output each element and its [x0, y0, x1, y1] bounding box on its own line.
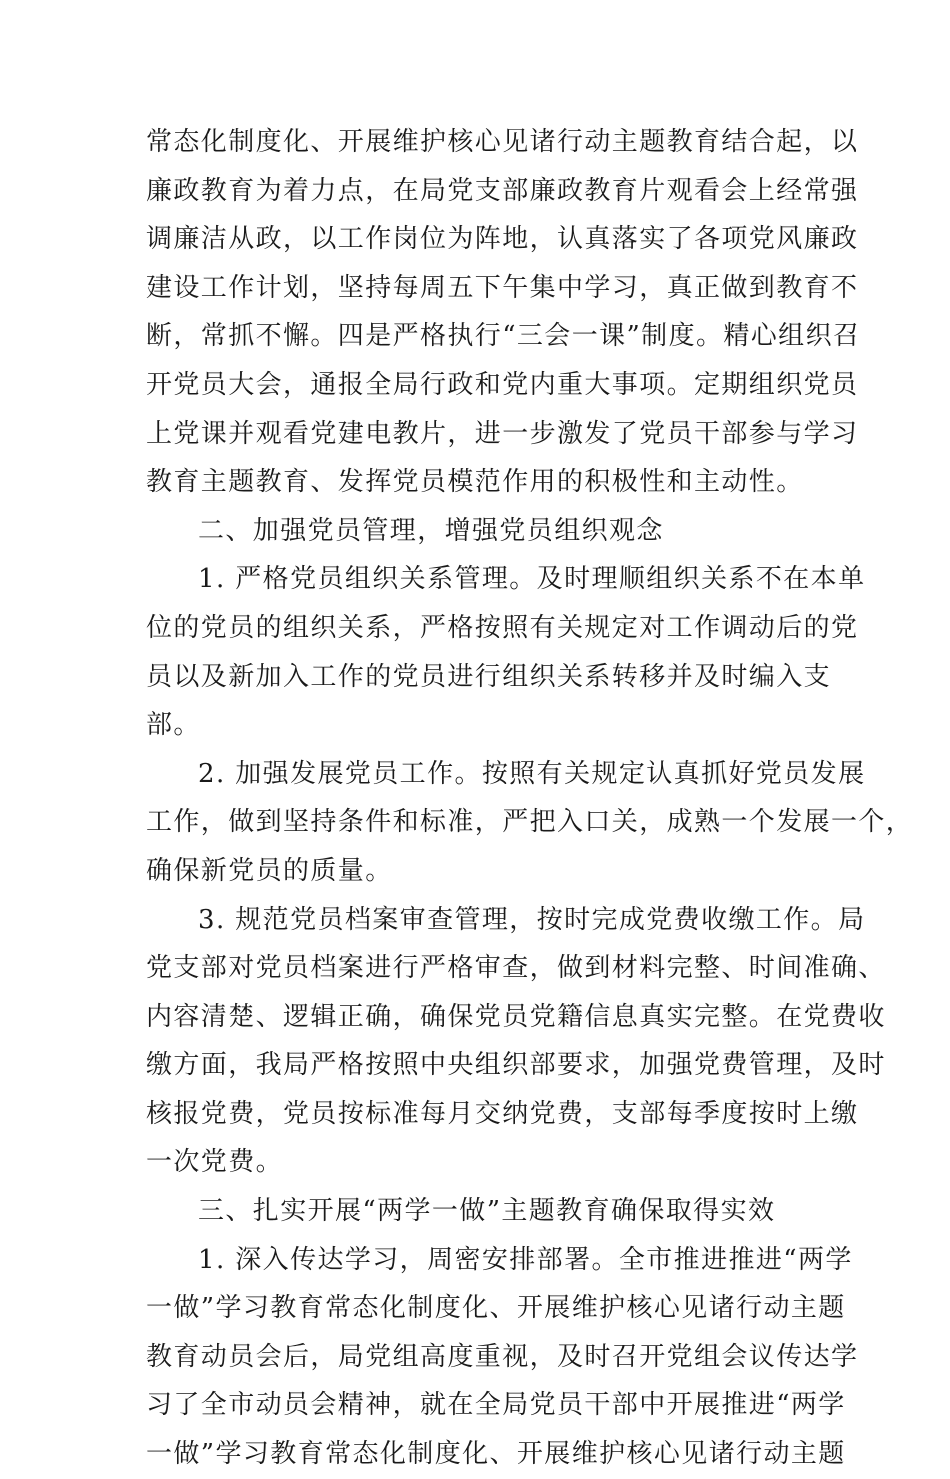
text-line: 习了全市动员会精神，就在全局党员干部中开展推进“两学	[146, 1390, 846, 1421]
section-heading: 二、加强党员管理，增强党员组织观念	[198, 515, 664, 546]
text-line: 员以及新加入工作的党员进行组织关系转移并及时编入支	[146, 661, 832, 692]
text-line: 教育主题教育、发挥党员模范作用的积极性和主动性。	[146, 467, 804, 498]
text-line: 一次党费。	[146, 1147, 284, 1178]
text-line: 调廉洁从政，以工作岗位为阵地，认真落实了各项党风廉政	[146, 224, 859, 255]
text-line: 建设工作计划，坚持每周五下午集中学习，真正做到教育不	[146, 272, 859, 303]
text-line: 廉政教育为着力点，在局党支部廉政教育片观看会上经常强	[146, 175, 859, 206]
text-line: 断，常抓不懈。四是严格执行“三会一课”制度。精心组织召	[146, 321, 861, 352]
text-line: 核报党费，党员按标准每月交纳党费，支部每季度按时上缴	[146, 1098, 859, 1129]
text-line: 常态化制度化、开展维护核心见诸行动主题教育结合起，以	[146, 127, 859, 157]
text-line: 1. 严格党员组织关系管理。及时理顺组织关系不在本单	[198, 564, 866, 595]
text-line: 1. 深入传达学习，周密安排部署。全市推进推进“两学	[198, 1244, 853, 1275]
text-line: 上党课并观看党建电教片，进一步激发了党员干部参与学习	[146, 418, 859, 449]
text-line: 党支部对党员档案进行严格审查，做到材料完整、时间准确、	[146, 953, 886, 984]
text-line: 内容清楚、逻辑正确，确保党员党籍信息真实完整。在党费收	[146, 1001, 886, 1032]
text-line: 一做”学习教育常态化制度化、开展维护核心见诸行动主题	[146, 1439, 846, 1470]
text-line: 2. 加强发展党员工作。按照有关规定认真抓好党员发展	[198, 758, 866, 789]
text-line: 一做”学习教育常态化制度化、开展维护核心见诸行动主题	[146, 1293, 846, 1324]
text-line: 教育动员会后，局党组高度重视，及时召开党组会议传达学	[146, 1341, 859, 1372]
text-line: 部。	[146, 710, 201, 741]
text-line: 开党员大会，通报全局行政和党内重大事项。定期组织党员	[146, 369, 859, 400]
text-line: 工作，做到坚持条件和标准，严把入口关，成熟一个发展一个，	[146, 807, 914, 838]
text-line: 缴方面，我局严格按照中央组织部要求，加强党费管理，及时	[146, 1050, 886, 1081]
document-body	[146, 118, 914, 1479]
section-heading: 三、扎实开展“两学一做”主题教育确保取得实效	[198, 1196, 776, 1227]
text-line: 位的党员的组织关系，严格按照有关规定对工作调动后的党	[146, 612, 859, 643]
text-line: 确保新党员的质量。	[146, 855, 393, 886]
text-line: 3. 规范党员档案审查管理，按时完成党费收缴工作。局	[198, 904, 866, 935]
